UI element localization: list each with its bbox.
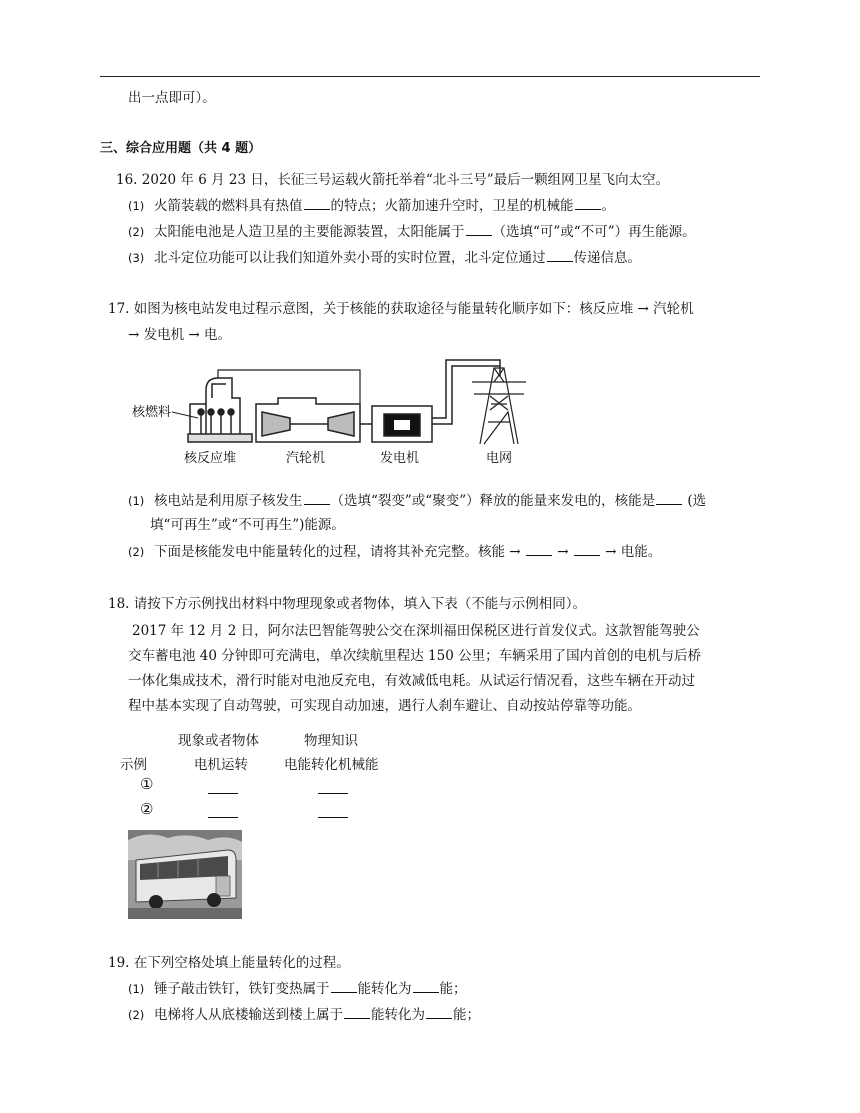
row-marker-2: ② [140,800,154,818]
diagram-label-turbine: 汽轮机 [286,451,326,466]
answer-blank[interactable] [304,492,330,505]
diagram-label-generator: 发电机 [380,451,420,466]
answer-blank[interactable] [547,249,573,262]
fuel-pointer-line [172,412,198,418]
nuclear-plant-diagram [128,352,568,472]
q18-stem: 18. 请按下方示例找出材料中物理现象或者物体，填入下表（不能与示例相同）。 [108,596,587,612]
q18-material-line: 一体化集成技术，滑行时能对电池反充电，有效减低电耗。从试运行情况看，这些车辆在开动过 [128,673,695,689]
q18-material-line: 2017 年 12 月 2 日，阿尔法巴智能驾驶公交在深圳福田保税区进行首发仪式。这款智能驾驶公 [132,623,700,639]
fuel-label: 核燃料 [132,405,172,420]
section-title: 三、综合应用题（共 4 题） [100,141,262,156]
q17-part-2: (2) 下面是核能发电中能量转化的过程，请将其补充完整。核能 → → → 电能。 [128,544,662,560]
answer-blank[interactable] [318,817,348,818]
q18-material-line: 交车蓄电池 40 分钟即可充满电，单次续航里程达 150 公里；车辆采用了国内首创的电机与后桥 [128,648,702,664]
table-example-phenomenon: 电机运转 [194,757,248,773]
answer-blank[interactable] [413,980,439,993]
table-example-knowledge: 电能转化机械能 [284,757,379,773]
q16-part-1: (1) 火箭装载的燃料具有热值 的特点；火箭加速升空时，卫星的机械能 。 [128,198,615,214]
answer-blank[interactable] [656,492,682,505]
q17-stem-line2: → 发电机 → 电。 [128,327,231,343]
q19-part-2: (2) 电梯将人从底楼输送到楼上属于 能转化为 能； [128,1007,480,1023]
q16-part-2: (2) 太阳能电池是人造卫星的主要能源装置，太阳能属于 （选填“可”或“不可”）再生能源。 [128,224,696,240]
answer-blank[interactable] [466,223,492,236]
answer-blank[interactable] [575,197,601,210]
answer-blank[interactable] [208,817,238,818]
q17-stem-line1: 17. 如图为核电站发电过程示意图，关于核能的获取途径与能量转化顺序如下：核反应堆 → 汽轮机 [108,301,694,317]
table-header-knowledge: 物理知识 [304,733,358,749]
table-example-label: 示例 [120,757,147,773]
answer-blank[interactable] [331,980,357,993]
table-header-phenomenon: 现象或者物体 [178,733,259,749]
answer-blank[interactable] [208,793,238,794]
diagram-label-reactor: 核反应堆 [184,451,237,466]
answer-blank[interactable] [304,197,330,210]
header-rule [100,76,760,77]
diagram-label-grid: 电网 [486,451,513,466]
power-tower-shape [472,368,526,444]
row-marker-1: ① [140,775,154,793]
q19-part-1: (1) 锤子敲击铁钉，铁钉变热属于 能转化为 能； [128,981,467,997]
q17-part-1: (1) 核电站是利用原子核发生 （选填“裂变”或“聚变”）释放的能量来发电的，核能是 (选 [128,493,707,509]
answer-blank[interactable] [344,1006,370,1019]
answer-blank[interactable] [318,793,348,794]
q19-stem: 19. 在下列空格处填上能量转化的过程。 [108,955,350,971]
bus-photo [128,830,242,919]
turbine-shape [256,398,360,442]
answer-blank[interactable] [526,543,552,556]
answer-blank[interactable] [426,1006,452,1019]
q18-material-line: 程中基本实现了自动驾驶，可实现自动加速，遇行人刹车避让、自动按站停靠等功能。 [128,698,641,714]
q17-part-1-cont: 填“可再生”或“不可再生”)能源。 [150,517,345,533]
generator-shape [360,360,500,442]
continued-text: 出一点即可）。 [128,90,216,106]
answer-blank[interactable] [574,543,600,556]
q16-stem: 16. 2020 年 6 月 23 日，长征三号运载火箭托举着“北斗三号”最后一颗组网卫星飞向太空。 [116,172,670,188]
q16-part-3: (3) 北斗定位功能可以让我们知道外卖小哥的实时位置，北斗定位通过 传递信息。 [128,250,641,266]
